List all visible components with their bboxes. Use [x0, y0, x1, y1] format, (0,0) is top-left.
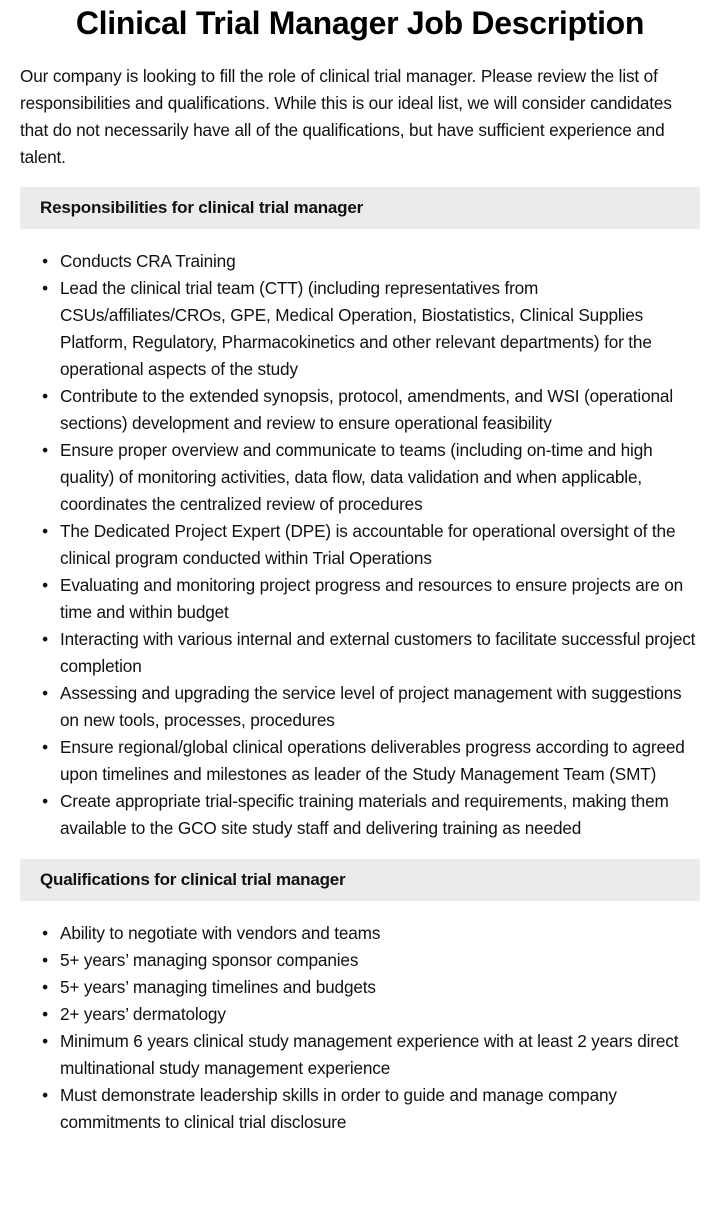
list-item: • Conducts CRA Training [60, 248, 700, 275]
bullet-icon: • [42, 440, 48, 460]
list-item: • 5+ years’ managing sponsor companies [60, 947, 700, 974]
responsibilities-header: Responsibilities for clinical trial manager [20, 187, 700, 229]
list-item: • Assessing and upgrading the service level of project management with suggestions on new tools, processes, procedures [60, 680, 700, 734]
bullet-icon: • [42, 1031, 48, 1051]
bullet-icon: • [42, 737, 48, 757]
page-title: Clinical Trial Manager Job Description [75, 5, 645, 41]
list-item: • Evaluating and monitoring project progress and resources to ensure projects are on time and within budget [60, 572, 700, 626]
bullet-icon: • [42, 278, 48, 298]
bullet-icon: • [42, 1004, 48, 1024]
list-item: • Ensure regional/global clinical operations deliverables progress according to agreed upon timelines and milestones as leader of the Study Management Team (SMT) [60, 734, 700, 788]
list-item: • Contribute to the extended synopsis, protocol, amendments, and WSI (operational sections) development and review to ensure operational feasibility [60, 383, 700, 437]
bullet-icon: • [42, 683, 48, 703]
list-item: • Lead the clinical trial team (CTT) (including representatives from CSUs/affiliates/CROs, GPE, Medical Operation, Biostatistics, Clinical Supplies Platform, Regulatory, Pharmacokinetics and other relevant departments) for the operational aspects of the study [60, 275, 700, 383]
bullet-icon: • [42, 521, 48, 541]
list-item: • Create appropriate trial-specific training materials and requirements, making them available to the GCO site study staff and delivering training as needed [60, 788, 700, 842]
bullet-icon: • [42, 629, 48, 649]
responsibilities-list [20, 248, 700, 842]
bullet-icon: • [42, 977, 48, 997]
bullet-icon: • [42, 386, 48, 406]
list-item: • 2+ years’ dermatology [60, 1001, 700, 1028]
bullet-icon: • [42, 923, 48, 943]
list-item: • 5+ years’ managing timelines and budgets [60, 974, 700, 1001]
intro-paragraph: Our company is looking to fill the role of clinical trial manager. Please review the list of responsibilities and qualifications. While this is our ideal list, we will consider candidates that do not necessarily have all of the qualifications, but have sufficient experience and talent. [20, 66, 672, 167]
list-item: • Interacting with various internal and external customers to facilitate successful project completion [60, 626, 700, 680]
bullet-icon: • [42, 791, 48, 811]
qualifications-list [20, 920, 700, 1136]
list-item: • Minimum 6 years clinical study management experience with at least 2 years direct multinational study management experience [60, 1028, 700, 1082]
qualifications-header: Qualifications for clinical trial manager [20, 859, 700, 901]
list-item: • Ensure proper overview and communicate to teams (including on-time and high quality) of monitoring activities, data flow, data validation and when applicable, coordinates the centralized review of procedures [60, 437, 700, 518]
list-item: • The Dedicated Project Expert (DPE) is accountable for operational oversight of the clinical program conducted within Trial Operations [60, 518, 700, 572]
list-item: • Ability to negotiate with vendors and teams [60, 920, 700, 947]
bullet-icon: • [42, 251, 48, 271]
bullet-icon: • [42, 575, 48, 595]
bullet-icon: • [42, 950, 48, 970]
bullet-icon: • [42, 1085, 48, 1105]
list-item: • Must demonstrate leadership skills in order to guide and manage company commitments to clinical trial disclosure [60, 1082, 700, 1136]
